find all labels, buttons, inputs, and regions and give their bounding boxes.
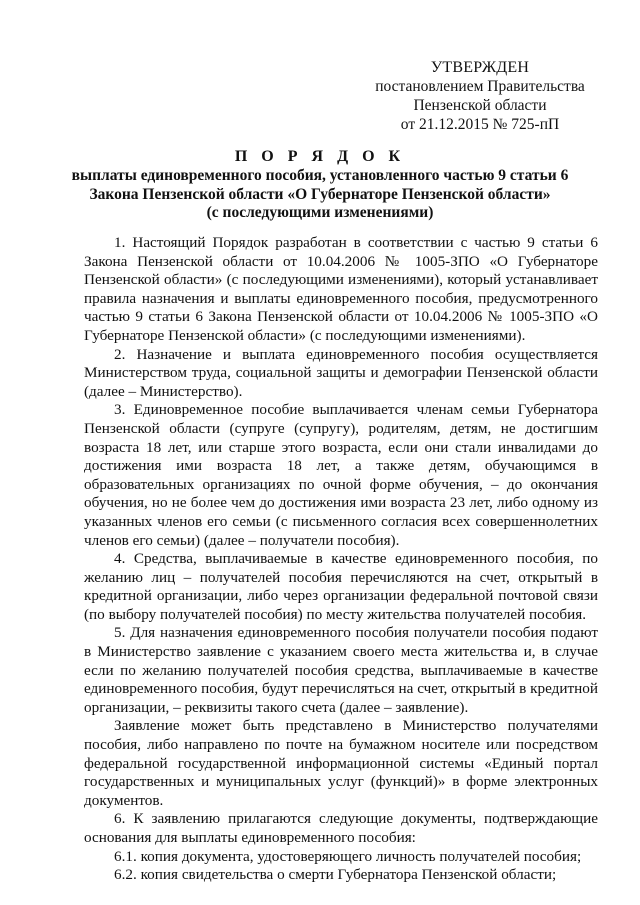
- paragraph-5-application: Заявление может быть представлено в Министерство получателями пособия, либо направлено по почте на бумажном носителе или посредством федеральной государственной информационной системы «Единый портал государственных и муниципальных услуг (функций)» в форме электронных документов.: [84, 717, 598, 809]
- approval-line-date: от 21.12.2015 № 725-пП: [400, 116, 560, 133]
- paragraph-6-2: 6.2. копия свидетельства о смерти Губернатора Пензенской области;: [114, 866, 557, 884]
- paragraph-3: 3. Единовременное пособие выплачивается членам семьи Губернатора Пензенской области (супруге (супругу), родителям, детям, не достигшим возраста 18 лет, или старше этого возраста, если они стали инвалидами до достижения ими возраста 18 лет, а также детям, обучающимся в образовательных организациях по очной форме обучения, – до окончания обучения, но не более чем до достижения ими возраста 23 лет, либо одному из указанных членов его семьи (с письменного согласия всех совершеннолетних членов его семьи) (далее – получатели пособия).: [84, 401, 598, 549]
- paragraph-1: 1. Настоящий Порядок разработан в соответствии с частью 9 статьи 6 Закона Пензенской области от 10.04.2006 № 1005-ЗПО «О Губернаторе Пензенской области» (с последующими изменениями), который устанавливает правила назначения и выплаты единовременного пособия, предусмотренного частью 9 статьи 6 Закона Пензенской области от 10.04.2006 № 1005-ЗПО «О Губернаторе Пензенской области» (с последующими изменениями).: [84, 234, 598, 344]
- approval-line-region: Пензенской области: [413, 97, 547, 114]
- document-body: [84, 234, 598, 885]
- paragraph-6-1: 6.1. копия документа, удостоверяющего личность получателей пособия;: [114, 847, 582, 865]
- title-heading: П О Р Я Д О К: [234, 148, 406, 165]
- title-line-2: выплаты единовременного пособия, установленного частью 9 статьи 6: [71, 167, 569, 184]
- approval-stamp: [360, 58, 600, 134]
- paragraph-6: 6. К заявлению прилагаются следующие документы, подтверждающие основания для выплаты единовременного пособия:: [84, 810, 598, 846]
- approval-heading: УТВЕРЖДЕН: [430, 59, 530, 76]
- document-title: [60, 147, 580, 223]
- title-line-4: (с последующими изменениями): [206, 204, 434, 221]
- approval-line-issuer: постановлением Правительства: [375, 78, 585, 95]
- paragraph-4: 4. Средства, выплачиваемые в качестве единовременного пособия, по желанию лиц – получателей пособия перечисляются на счет, открытый в кредитной организации, либо через организации федеральной почтовой связи (по выбору получателей пособия) по месту жительства получателей пособия.: [84, 550, 598, 623]
- paragraph-2: 2. Назначение и выплата единовременного пособия осуществляется Министерством труда, социальной защиты и демографии Пензенской области (далее – Министерство).: [84, 345, 598, 400]
- title-line-3: Закона Пензенской области «О Губернаторе Пензенской области»: [89, 185, 551, 203]
- paragraph-5: 5. Для назначения единовременного пособия получатели пособия подают в Министерство заявление с указанием своего места жительства и, в случае если по желанию получателей пособия средства, выплачиваемые в качестве единовременного пособия, будут перечисляться на счет, открытый в кредитной организации, – реквизиты такого счета (далее – заявление).: [84, 624, 598, 716]
